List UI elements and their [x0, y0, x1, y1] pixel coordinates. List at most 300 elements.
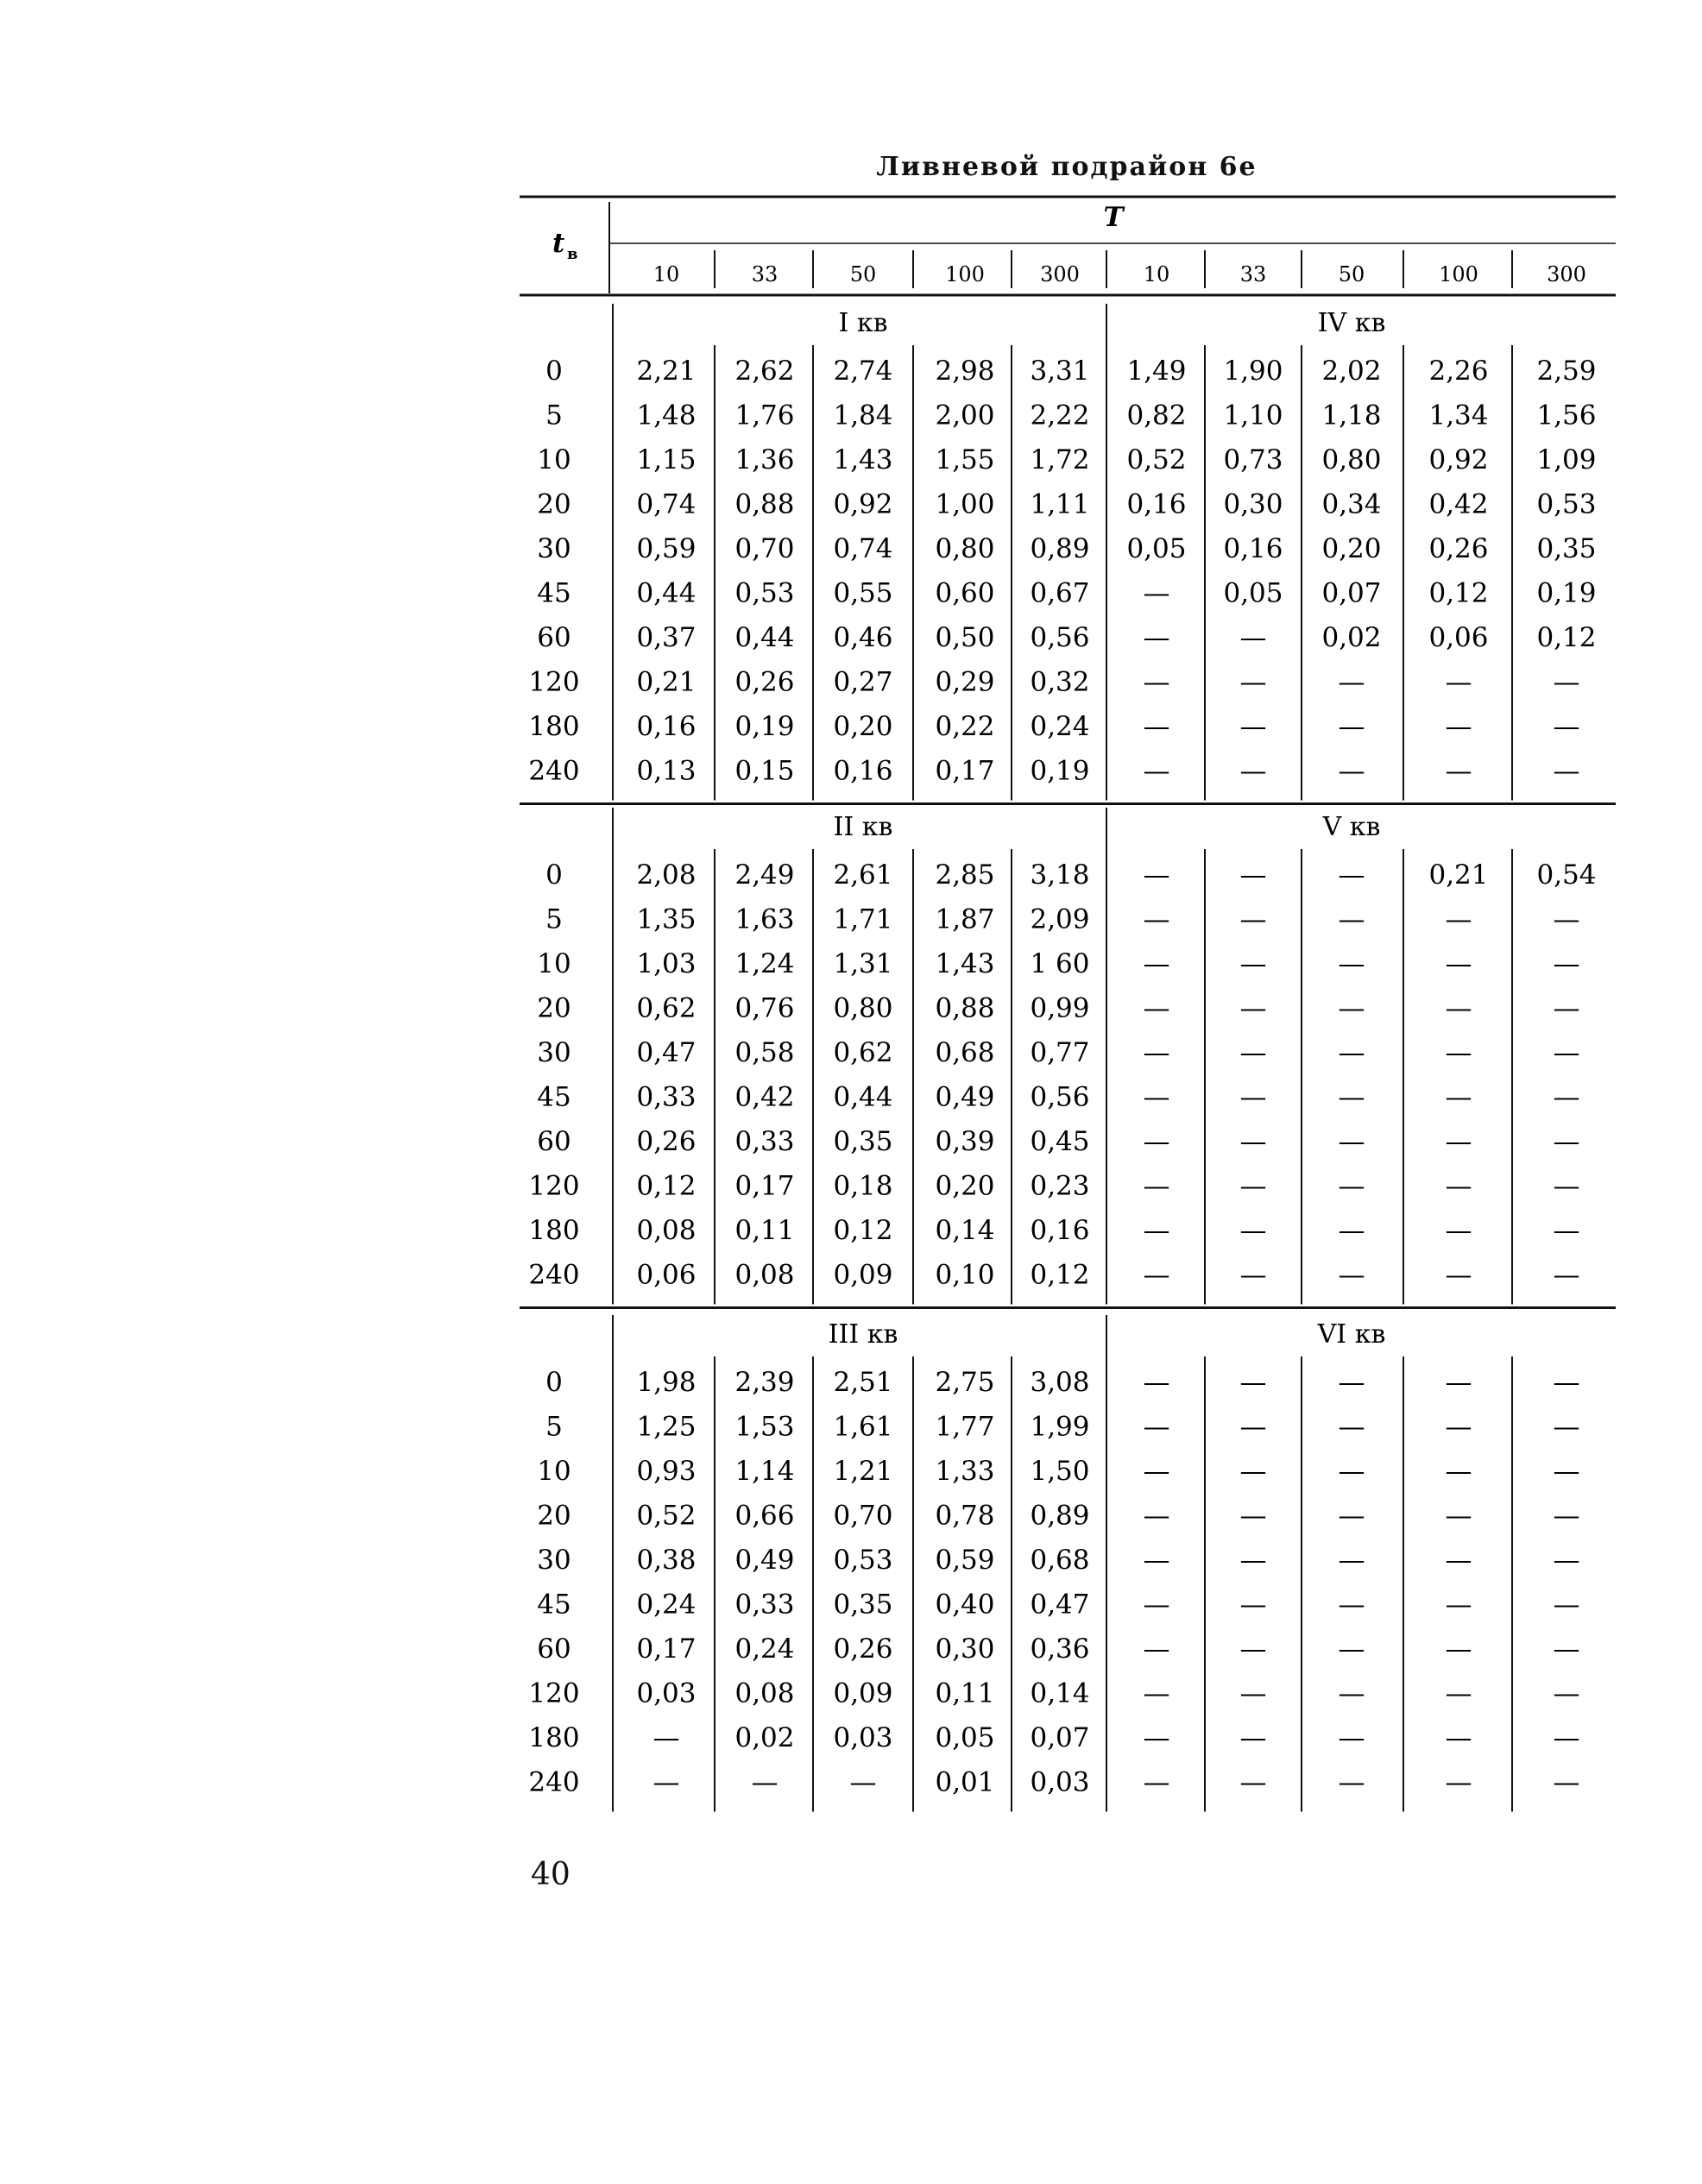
table-cell: 0,26	[734, 666, 795, 698]
row-label: 10	[537, 948, 571, 979]
table-cell: 0,30	[1223, 488, 1283, 520]
table-cell: 0,11	[935, 1677, 995, 1709]
table-cell: 0,21	[1428, 859, 1489, 891]
table-cell: 0,93	[636, 1456, 697, 1487]
table-cell: —	[1553, 666, 1580, 698]
table-cell: —	[1553, 1126, 1580, 1157]
table-cell: 0,34	[1321, 488, 1382, 520]
table-cell: 0,12	[833, 1215, 893, 1246]
table-cell: 3,08	[1030, 1367, 1090, 1398]
table-cell: —	[1338, 859, 1365, 891]
table-cell: 1,24	[734, 948, 795, 979]
row-label: 20	[537, 992, 571, 1024]
table-cell: 2,59	[1536, 356, 1597, 387]
table-cell: 0,73	[1223, 444, 1283, 475]
table-cell: —	[1445, 1081, 1472, 1113]
table-cell: —	[1143, 1037, 1170, 1068]
table-cell: 0,74	[636, 488, 697, 520]
table-cell: 1,36	[734, 444, 795, 475]
table-cell: —	[1239, 1367, 1267, 1398]
table-cell: —	[1239, 1411, 1267, 1443]
table-cell: —	[751, 1766, 779, 1798]
table-cell: 0,19	[1030, 755, 1090, 787]
table-cell: 0,16	[1030, 1215, 1090, 1246]
table-cell: 0,77	[1030, 1037, 1090, 1068]
table-cell: —	[1553, 1766, 1580, 1798]
table-cell: —	[1553, 1677, 1580, 1709]
table-cell: 1,35	[636, 903, 697, 935]
table-cell: 0,70	[734, 533, 795, 564]
table-cell: —	[1445, 755, 1472, 787]
table-cell: 0,70	[833, 1500, 893, 1532]
row-label: 60	[537, 1633, 571, 1665]
table-cell: 0,88	[734, 488, 795, 520]
table-cell: 1,43	[935, 948, 995, 979]
table-cell: 1,03	[636, 948, 697, 979]
table-cell: —	[1445, 1411, 1472, 1443]
table-cell: 0,35	[833, 1126, 893, 1157]
table-cell: 1,55	[935, 444, 995, 475]
table-cell: —	[1143, 948, 1170, 979]
table-cell: 0,21	[636, 666, 697, 698]
table-cell: —	[1338, 1677, 1365, 1709]
table-cell: —	[1239, 1766, 1267, 1798]
table-cell: 1,61	[833, 1411, 893, 1443]
table-cell: 0,32	[1030, 666, 1090, 698]
table-cell: —	[1553, 1589, 1580, 1621]
row-label: 120	[528, 1677, 580, 1709]
table-cell: 2,49	[734, 859, 795, 891]
table-cell: 2,62	[734, 356, 795, 387]
table-cell: —	[1553, 1722, 1580, 1753]
table-cell: 1 60	[1030, 948, 1090, 979]
table-cell: 1,11	[1030, 488, 1090, 520]
table-cell: 0,03	[636, 1677, 697, 1709]
table-cell: —	[1239, 1677, 1267, 1709]
table-cell: 0,54	[1536, 859, 1597, 891]
table-cell: 0,24	[636, 1589, 697, 1621]
table-cell: —	[1143, 577, 1170, 609]
table-cell: 0,76	[734, 992, 795, 1024]
table-cell: 0,80	[1321, 444, 1382, 475]
column-header-t-value: 50	[849, 262, 877, 286]
table-cell: 1,34	[1428, 400, 1489, 431]
row-label: 240	[528, 1259, 580, 1291]
table-cell: 0,92	[833, 488, 893, 520]
table-cell: —	[1338, 948, 1365, 979]
table-cell: —	[1445, 1367, 1472, 1398]
table-cell: 2,85	[935, 859, 995, 891]
table-cell: 2,00	[935, 400, 995, 431]
table-cell: 3,18	[1030, 859, 1090, 891]
table-cell: 0,60	[935, 577, 995, 609]
table-cell: —	[1553, 1215, 1580, 1246]
table-cell: —	[1143, 711, 1170, 742]
column-header-t-value: 50	[1338, 262, 1365, 286]
table-cell: 0,49	[935, 1081, 995, 1113]
table-cell: —	[1239, 755, 1267, 787]
row-label: 120	[528, 666, 580, 698]
row-label: 240	[528, 1766, 580, 1798]
table-cell: 0,17	[734, 1170, 795, 1202]
table-cell: 2,08	[636, 859, 697, 891]
row-label: 45	[537, 1589, 571, 1621]
row-label: 60	[537, 1126, 571, 1157]
table-cell: 0,19	[1536, 577, 1597, 609]
table-cell: 0,80	[935, 533, 995, 564]
table-cell: 0,24	[734, 1633, 795, 1665]
table-cell: 0,47	[636, 1037, 697, 1068]
table-cell: 0,74	[833, 533, 893, 564]
table-cell: 0,59	[935, 1545, 995, 1576]
table-cell: 2,22	[1030, 400, 1090, 431]
table-cell: —	[1338, 1126, 1365, 1157]
table-cell: 0,15	[734, 755, 795, 787]
table-cell: —	[1338, 1633, 1365, 1665]
row-label: 10	[537, 444, 571, 475]
table-cell: 0,14	[935, 1215, 995, 1246]
table-cell: —	[1553, 1456, 1580, 1487]
table-cell: 0,16	[1223, 533, 1283, 564]
table-cell: 1,53	[734, 1411, 795, 1443]
table-cell: —	[1239, 666, 1267, 698]
table-cell: 1,18	[1321, 400, 1382, 431]
table-cell: 0,03	[833, 1722, 893, 1753]
table-cell: —	[1445, 948, 1472, 979]
table-cell: 0,53	[734, 577, 795, 609]
table-cell: —	[1143, 1215, 1170, 1246]
table-cell: —	[1239, 1126, 1267, 1157]
table-cell: —	[1143, 1126, 1170, 1157]
table-cell: 1,49	[1126, 356, 1187, 387]
table-cell: 0,05	[1223, 577, 1283, 609]
table-cell: 1,87	[935, 903, 995, 935]
table-cell: —	[1143, 666, 1170, 698]
row-label: 30	[537, 1545, 571, 1576]
table-cell: 0,52	[1126, 444, 1187, 475]
table-cell: —	[1143, 1500, 1170, 1532]
column-group-header: T	[1103, 202, 1124, 233]
table-cell: 0,45	[1030, 1126, 1090, 1157]
table-cell: —	[1445, 1215, 1472, 1246]
column-header-t-value: 33	[1239, 262, 1267, 286]
table-cell: 0,08	[734, 1677, 795, 1709]
table-cell: 0,16	[636, 711, 697, 742]
table-cell: 0,09	[833, 1259, 893, 1291]
table-cell: —	[1338, 1766, 1365, 1798]
column-header-t-value: 10	[652, 262, 680, 286]
table-cell: 0,16	[1126, 488, 1187, 520]
row-label: 0	[545, 356, 563, 387]
table-cell: 0,16	[833, 755, 893, 787]
table-cell: —	[1338, 1215, 1365, 1246]
column-header-t-value: 300	[1547, 262, 1586, 286]
table-cell: 0,22	[935, 711, 995, 742]
table-cell: 0,30	[935, 1633, 995, 1665]
table-cell: —	[1445, 1766, 1472, 1798]
table-cell: 0,78	[935, 1500, 995, 1532]
table-cell: 0,62	[833, 1037, 893, 1068]
table-cell: 1,00	[935, 488, 995, 520]
table-cell: 1,10	[1223, 400, 1283, 431]
table-cell: —	[1143, 622, 1170, 653]
table-cell: —	[1338, 1170, 1365, 1202]
table-cell: 0,12	[636, 1170, 697, 1202]
table-cell: 0,88	[935, 992, 995, 1024]
table-cell: —	[1143, 859, 1170, 891]
row-label: 20	[537, 1500, 571, 1532]
table-cell: 1,14	[734, 1456, 795, 1487]
table-cell: —	[1553, 1081, 1580, 1113]
table-cell: —	[1143, 1259, 1170, 1291]
row-label: 5	[545, 400, 563, 431]
table-cell: 1,33	[935, 1456, 995, 1487]
table-cell: 0,06	[636, 1259, 697, 1291]
table-cell: 0,19	[734, 711, 795, 742]
table-cell: 0,10	[935, 1259, 995, 1291]
table-cell: 0,40	[935, 1589, 995, 1621]
column-header-t-value: 300	[1040, 262, 1080, 286]
table-cell: 1,09	[1536, 444, 1597, 475]
table-cell: 0,39	[935, 1126, 995, 1157]
table-cell: 0,07	[1030, 1722, 1090, 1753]
table-cell: 0,55	[833, 577, 893, 609]
table-cell: —	[1338, 1037, 1365, 1068]
table-cell: 1,98	[636, 1367, 697, 1398]
table-cell: 2,75	[935, 1367, 995, 1398]
table-cell: —	[652, 1766, 680, 1798]
table-cell: 0,02	[734, 1722, 795, 1753]
table-cell: 0,49	[734, 1545, 795, 1576]
table-cell: 0,08	[734, 1259, 795, 1291]
table-cell: 0,68	[1030, 1545, 1090, 1576]
table-cell: —	[1445, 992, 1472, 1024]
table-cell: —	[1338, 755, 1365, 787]
table-cell: —	[1143, 1456, 1170, 1487]
table-cell: 0,12	[1536, 622, 1597, 653]
table-cell: —	[1143, 1677, 1170, 1709]
table-cell: 0,18	[833, 1170, 893, 1202]
table-cell: 0,44	[833, 1081, 893, 1113]
table-cell: 0,11	[734, 1215, 795, 1246]
table-cell: —	[1553, 1259, 1580, 1291]
table-cell: 1,99	[1030, 1411, 1090, 1443]
section-label-right: V кв	[1322, 812, 1381, 842]
table-cell: 1,31	[833, 948, 893, 979]
table-cell: 0,82	[1126, 400, 1187, 431]
table-cell: 0,68	[935, 1037, 995, 1068]
table-cell: 1,25	[636, 1411, 697, 1443]
table-cell: —	[1143, 1722, 1170, 1753]
table-cell: 0,26	[1428, 533, 1489, 564]
row-label: 180	[528, 1215, 580, 1246]
column-header-t-value: 100	[1439, 262, 1478, 286]
table-cell: 0,13	[636, 755, 697, 787]
row-label: 120	[528, 1170, 580, 1202]
table-cell: 0,99	[1030, 992, 1090, 1024]
table-cell: 0,67	[1030, 577, 1090, 609]
table-cell: —	[1338, 711, 1365, 742]
table-cell: —	[1143, 1367, 1170, 1398]
table-cell: 0,62	[636, 992, 697, 1024]
table-cell: 0,12	[1428, 577, 1489, 609]
table-cell: 0,50	[935, 622, 995, 653]
table-cell: —	[1239, 903, 1267, 935]
table-cell: —	[1445, 1589, 1472, 1621]
table-cell: 0,14	[1030, 1677, 1090, 1709]
table-cell: —	[1239, 1589, 1267, 1621]
table-cell: 0,56	[1030, 622, 1090, 653]
row-label: 180	[528, 1722, 580, 1753]
table-cell: 0,46	[833, 622, 893, 653]
table-cell: 0,08	[636, 1215, 697, 1246]
table-cell: 0,37	[636, 622, 697, 653]
row-label: 0	[545, 859, 563, 891]
table-cell: 0,35	[1536, 533, 1597, 564]
table-cell: 0,23	[1030, 1170, 1090, 1202]
table-cell: —	[1143, 903, 1170, 935]
row-label: 5	[545, 1411, 563, 1443]
table-cell: 1,71	[833, 903, 893, 935]
section-label-left: II кв	[833, 812, 893, 842]
page-number: 40	[531, 1857, 570, 1892]
table-cell: —	[1239, 1722, 1267, 1753]
table-cell: 0,89	[1030, 533, 1090, 564]
table-cell: 1,56	[1536, 400, 1597, 431]
table-cell: —	[1143, 1545, 1170, 1576]
row-label: 30	[537, 533, 571, 564]
table-cell: —	[1338, 992, 1365, 1024]
table-cell: —	[1445, 1500, 1472, 1532]
table-cell: —	[1338, 1722, 1365, 1753]
table-cell: —	[1445, 1677, 1472, 1709]
table-cell: —	[1553, 1545, 1580, 1576]
table-cell: 0,33	[636, 1081, 697, 1113]
table-cell: —	[1338, 1367, 1365, 1398]
table-cell: 1,50	[1030, 1456, 1090, 1487]
table-cell: 0,44	[636, 577, 697, 609]
table-cell: 1,43	[833, 444, 893, 475]
row-label: 45	[537, 577, 571, 609]
section-label-right: VI кв	[1317, 1319, 1386, 1350]
table-cell: 0,38	[636, 1545, 697, 1576]
table-cell: 1,77	[935, 1411, 995, 1443]
table-cell: 0,20	[1321, 533, 1382, 564]
table-cell: 2,74	[833, 356, 893, 387]
table-cell: —	[1553, 948, 1580, 979]
table-cell: 0,17	[636, 1633, 697, 1665]
table-cell: 2,09	[1030, 903, 1090, 935]
table-cell: —	[1338, 666, 1365, 698]
table-cell: 0,52	[636, 1500, 697, 1532]
section-label-left: I кв	[838, 308, 888, 338]
table-cell: 0,59	[636, 533, 697, 564]
table-cell: 0,47	[1030, 1589, 1090, 1621]
table-cell: —	[1553, 1367, 1580, 1398]
table-title: Ливневой подрайон 6е	[876, 152, 1258, 182]
row-label: 240	[528, 755, 580, 787]
table-cell: —	[1553, 992, 1580, 1024]
table-cell: —	[1445, 1126, 1472, 1157]
table-cell: —	[1338, 1500, 1365, 1532]
table-cell: —	[1239, 1456, 1267, 1487]
table-cell: 0,42	[1428, 488, 1489, 520]
table-cell: —	[1239, 948, 1267, 979]
table-cell: —	[1445, 666, 1472, 698]
table-cell: —	[1338, 903, 1365, 935]
table-cell: —	[1239, 1037, 1267, 1068]
table-cell: 0,26	[636, 1126, 697, 1157]
table-cell: 0,35	[833, 1589, 893, 1621]
table-cell: 1,15	[636, 444, 697, 475]
table-cell: —	[1239, 859, 1267, 891]
table-cell: —	[1553, 1633, 1580, 1665]
table-cell: —	[652, 1722, 680, 1753]
row-header-t: t	[552, 228, 565, 259]
table-cell: —	[1338, 1589, 1365, 1621]
row-label: 30	[537, 1037, 571, 1068]
row-label: 45	[537, 1081, 571, 1113]
table-cell: 0,80	[833, 992, 893, 1024]
table-cell: —	[1239, 992, 1267, 1024]
table-cell: 0,24	[1030, 711, 1090, 742]
table-cell: —	[1239, 1081, 1267, 1113]
table-cell: 1,90	[1223, 356, 1283, 387]
column-header-t-value: 33	[751, 262, 779, 286]
row-label: 5	[545, 903, 563, 935]
section-label-left: III кв	[828, 1319, 898, 1350]
table-cell: 0,20	[833, 711, 893, 742]
table-cell: 0,33	[734, 1126, 795, 1157]
table-cell: —	[1239, 711, 1267, 742]
table-cell: —	[1553, 755, 1580, 787]
table-cell: —	[1445, 1170, 1472, 1202]
table-cell: —	[1239, 1215, 1267, 1246]
table-cell: —	[1445, 1456, 1472, 1487]
table-cell: 0,29	[935, 666, 995, 698]
table-cell: 0,92	[1428, 444, 1489, 475]
table-cell: 0,09	[833, 1677, 893, 1709]
table-cell: 0,66	[734, 1500, 795, 1532]
table-cell: —	[1445, 1259, 1472, 1291]
table-cell: 0,53	[1536, 488, 1597, 520]
table-cell: 0,56	[1030, 1081, 1090, 1113]
table-cell: 0,20	[935, 1170, 995, 1202]
table-cell: —	[1338, 1456, 1365, 1487]
table-cell: 1,63	[734, 903, 795, 935]
table-cell: 2,21	[636, 356, 697, 387]
table-cell: —	[1143, 1081, 1170, 1113]
table-cell: —	[1239, 1170, 1267, 1202]
table-cell: —	[1445, 1722, 1472, 1753]
table-cell: —	[1553, 711, 1580, 742]
table-cell: 1,72	[1030, 444, 1090, 475]
table-cell: 0,89	[1030, 1500, 1090, 1532]
table-cell: —	[1445, 1545, 1472, 1576]
table-cell: 0,33	[734, 1589, 795, 1621]
table-cell: —	[1143, 755, 1170, 787]
table-cell: 0,17	[935, 755, 995, 787]
table-cell: —	[1553, 1500, 1580, 1532]
table-cell: 0,26	[833, 1633, 893, 1665]
table-cell: 0,53	[833, 1545, 893, 1576]
table-cell: 1,76	[734, 400, 795, 431]
table-cell: 2,39	[734, 1367, 795, 1398]
table-cell: 0,02	[1321, 622, 1382, 653]
table-cell: 3,31	[1030, 356, 1090, 387]
table-cell: —	[1553, 1037, 1580, 1068]
table-cell: —	[1239, 1633, 1267, 1665]
